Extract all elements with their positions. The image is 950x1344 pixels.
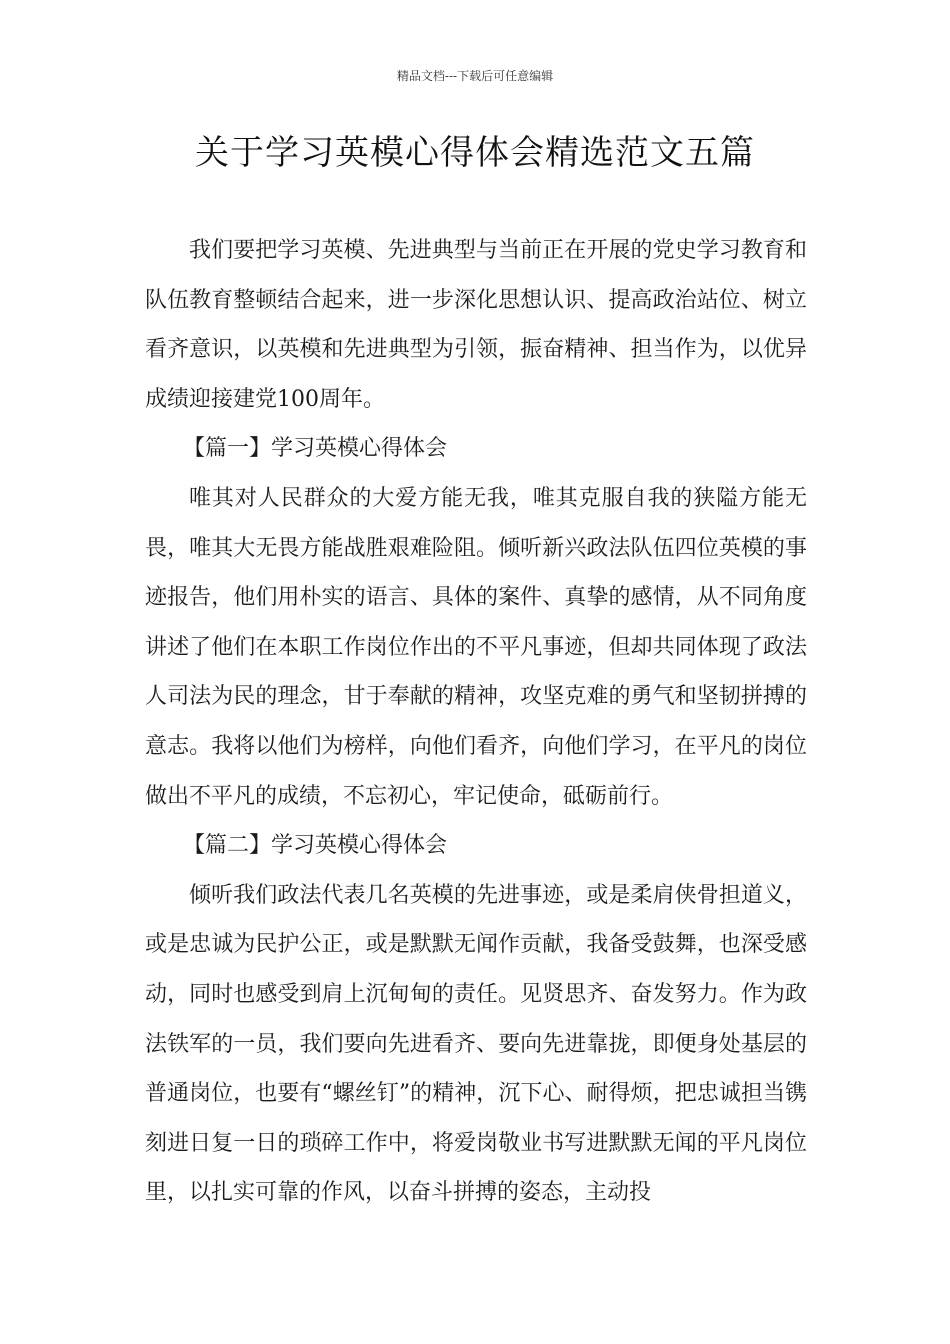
section-paragraph-1: 唯其对人民群众的大爱方能无我，唯其克服自我的狭隘方能无畏，唯其大无畏方能战胜艰难险阻。倾听新兴政法队伍四位英模的事迹报告，他们用朴实的语言、具体的案件、真挚的感情，从不同角度讲述了他们在本职工作岗位作出的不平凡事迹，但却共同体现了政法人司法为民的理念，甘于奉献的精神，攻坚克难的勇气和坚韧拼搏的意志。我将以他们为榜样，向他们看齐，向他们学习，在平凡的岗位做出不平凡的成绩，不忘初心，牢记使命，砥砺前行。 (145, 485, 807, 809)
page-title: 关于学习英模心得体会精选范文五篇 (195, 133, 755, 173)
section-heading-2: 【篇二】学习英模心得体会 (183, 833, 448, 859)
document-body (145, 226, 807, 1218)
section-paragraph-2: 倾听我们政法代表几名英模的先进事迹，或是柔肩侠骨担道义，或是忠诚为民护公正，或是默默无闻作贡献，我备受鼓舞，也深受感动，同时也感受到肩上沉甸甸的责任。见贤思齐、奋发努力。作为政法铁军的一员，我们要向先进看齐、要向先进靠拢，即便身处基层的普通岗位，也要有“螺丝钉”的精神，沉下心、耐得烦，把忠诚担当镌刻进日复一日的琐碎工作中，将爱岗敬业书写进默默无闻的平凡岗位里，以扎实可靠的作风，以奋斗拼搏的姿态，主动投 (145, 882, 807, 1206)
header-note: 精品文档---下载后可任意编辑 (396, 69, 554, 83)
section-heading-1: 【篇一】学习英模心得体会 (183, 436, 448, 462)
intro-paragraph: 我们要把学习英模、先进典型与当前正在开展的党史学习教育和队伍教育整顿结合起来，进一步深化思想认识、提高政治站位、树立看齐意识，以英模和先进典型为引领，振奋精神、担当作为，以优异成绩迎接建党100周年。 (145, 238, 807, 412)
